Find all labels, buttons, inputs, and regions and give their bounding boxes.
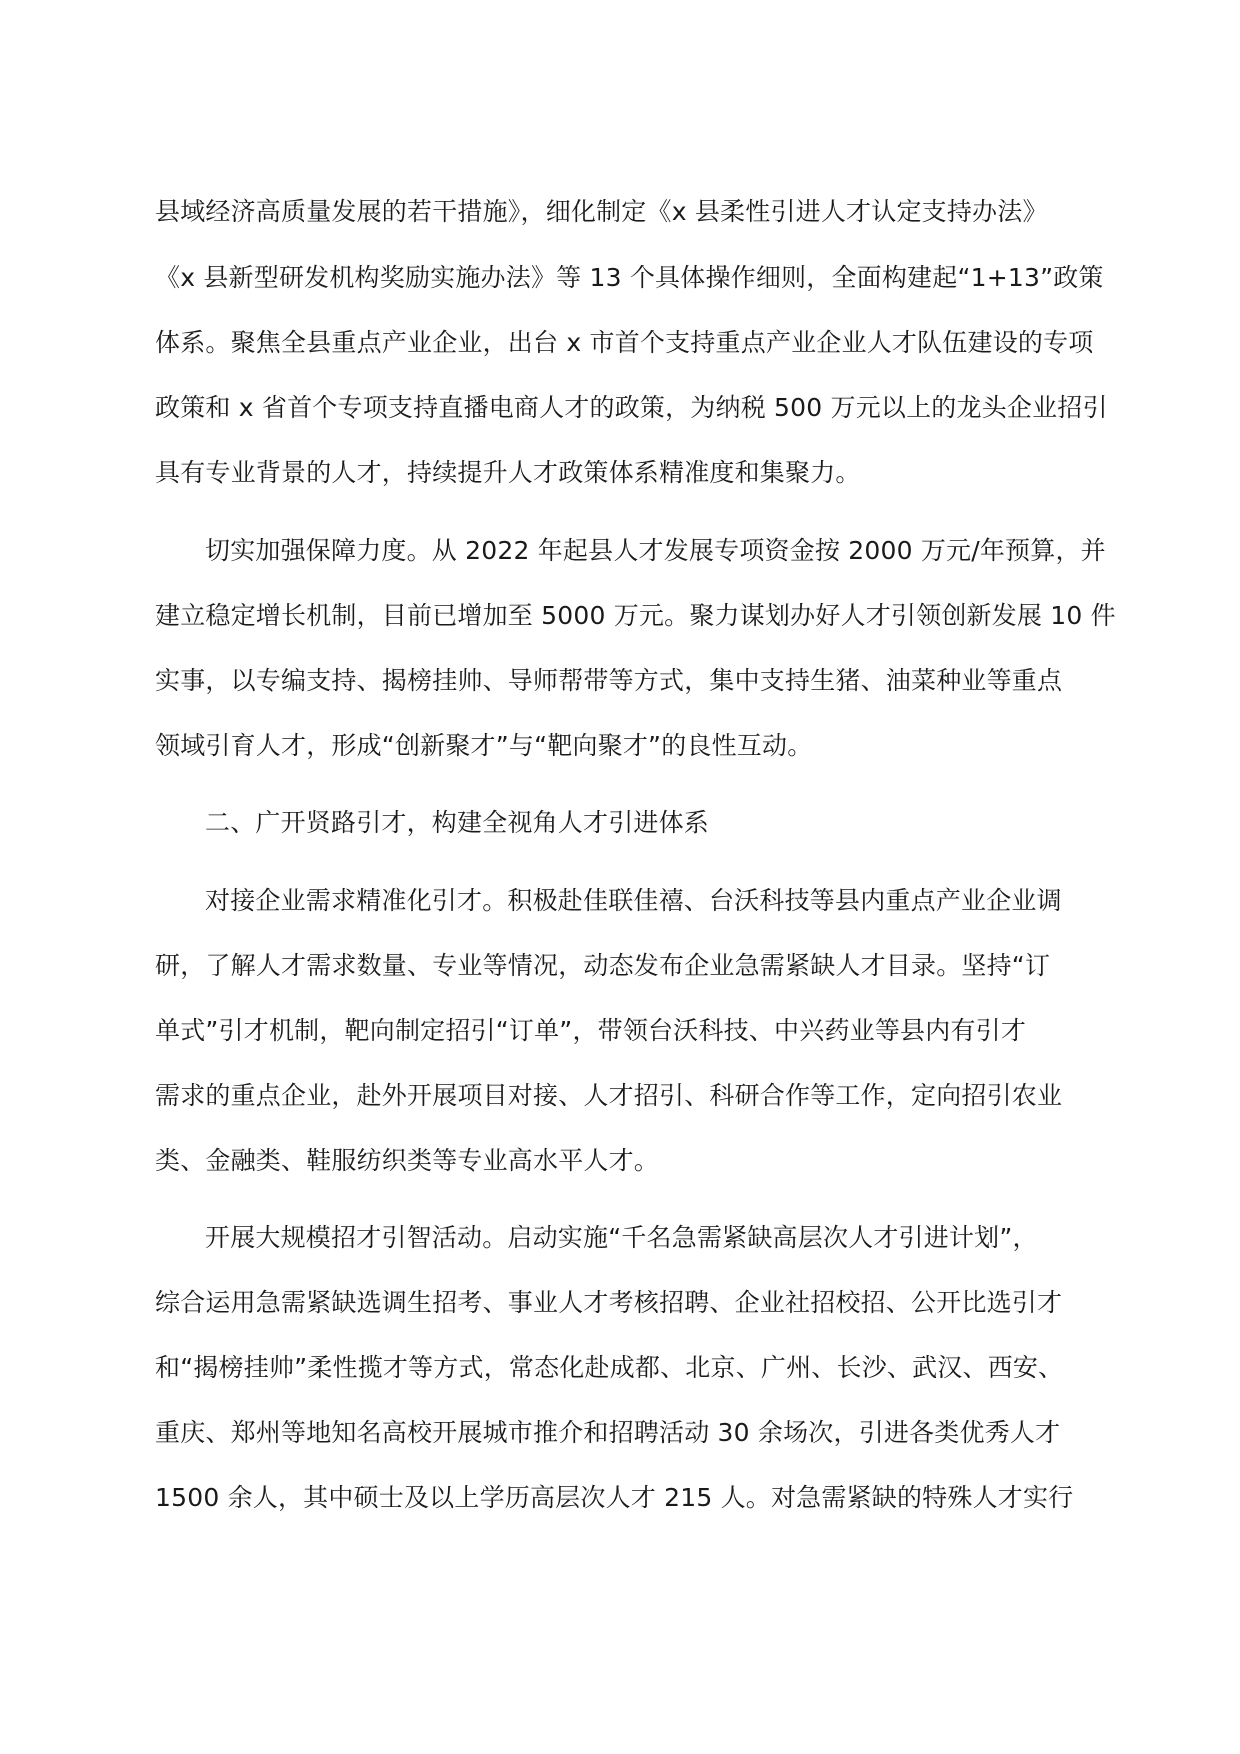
text-line: 具有专业背景的人才，持续提升人才政策体系精准度和集聚力。 bbox=[155, 458, 861, 487]
text-line: 实事，以专编支持、揭榜挂帅、导师帮带等方式，集中支持生猪、油菜种业等重点 bbox=[155, 666, 1063, 695]
text-line: 切实加强保障力度。从 2022 年起县人才发展专项资金按 2000 万元/年预算，并 bbox=[205, 536, 1106, 565]
text-line: 《x 县新型研发机构奖励实施办法》等 13 个具体操作细则，全面构建起“1+13”政策 bbox=[155, 263, 1104, 292]
text-line: 需求的重点企业，赴外开展项目对接、人才招引、科研合作等工作，定向招引农业 bbox=[155, 1081, 1063, 1110]
text-line: 政策和 x 省首个专项支持直播电商人才的政策，为纳税 500 万元以上的龙头企业招引 bbox=[155, 393, 1108, 422]
text-line: 重庆、郑州等地知名高校开展城市推介和招聘活动 30 余场次，引进各类优秀人才 bbox=[155, 1418, 1061, 1447]
text-line: 开展大规模招才引智活动。启动实施“千名急需紧缺高层次人才引进计划”， bbox=[205, 1223, 1038, 1252]
section-heading: 二、广开贤路引才，构建全视角人才引进体系 bbox=[205, 808, 710, 837]
text-line: 体系。聚焦全县重点产业企业，出台 x 市首个支持重点产业企业人才队伍建设的专项 bbox=[155, 328, 1094, 357]
text-line: 1500 余人，其中硕士及以上学历高层次人才 215 人。对急需紧缺的特殊人才实行 bbox=[155, 1483, 1074, 1512]
text-line: 和“揭榜挂帅”柔性揽才等方式，常态化赴成都、北京、广州、长沙、武汉、西安、 bbox=[155, 1353, 1064, 1382]
text-line: 类、金融类、鞋服纺织类等专业高水平人才。 bbox=[155, 1146, 660, 1175]
text-line: 领域引育人才，形成“创新聚才”与“靶向聚才”的良性互动。 bbox=[155, 731, 813, 760]
text-line: 研，了解人才需求数量、专业等情况，动态发布企业急需紧缺人才目录。坚持“订 bbox=[155, 951, 1051, 980]
text-line: 建立稳定增长机制，目前已增加至 5000 万元。聚力谋划办好人才引领创新发展 10 件 bbox=[155, 601, 1116, 630]
text-line: 县域经济高质量发展的若干措施》，细化制定《x 县柔性引进人才认定支持办法》 bbox=[155, 197, 1048, 226]
text-line: 综合运用急需紧缺选调生招考、事业人才考核招聘、企业社招校招、公开比选引才 bbox=[155, 1288, 1063, 1317]
text-line: 对接企业需求精准化引才。积极赴佳联佳禧、台沃科技等县内重点产业企业调 bbox=[205, 886, 1062, 915]
text-line: 单式”引才机制，靶向制定招引“订单”，带领台沃科技、中兴药业等县内有引才 bbox=[155, 1016, 1027, 1045]
